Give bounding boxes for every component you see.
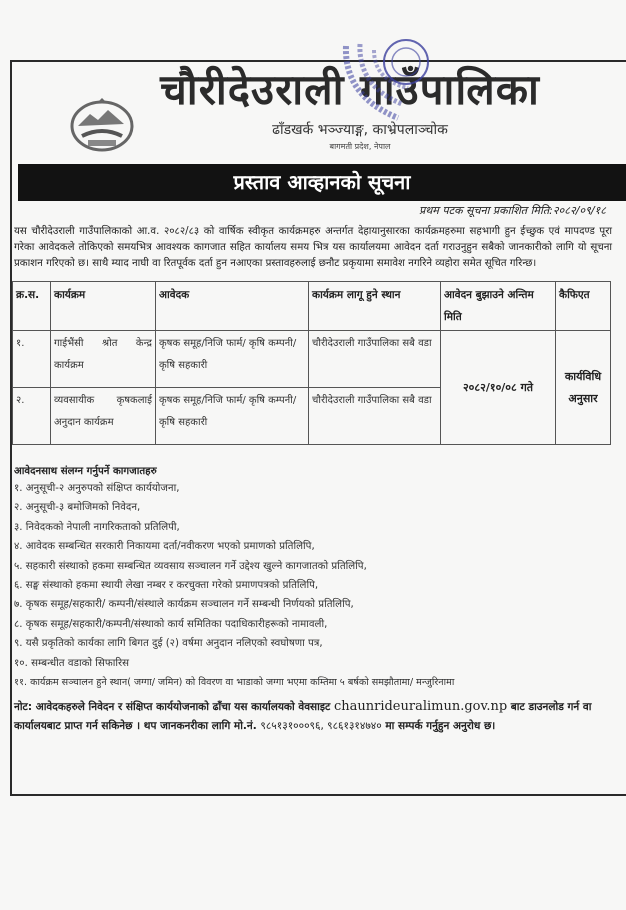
published-date: २०८२/०९/१८ <box>552 204 606 217</box>
org-name: चौरीदेउराली गाउँपालिका <box>160 65 540 114</box>
col-header-applicant: आवेदक <box>156 282 309 331</box>
table-row <box>13 331 611 388</box>
cell-applicant: कृषक समूह/निजि फार्म/ कृषि कम्पनी/ कृषि सहकारी <box>156 388 309 445</box>
published-line <box>300 203 606 218</box>
cell-sn: १. <box>13 331 51 388</box>
document-item: १०. सम्बन्धीत वडाको सिफारिस <box>14 657 130 669</box>
documents-heading: आवेदनसाथ संलग्न गर्नुपर्ने कागजातहरु <box>14 466 157 477</box>
intro-paragraph: यस चौरीदेउराली गाउँपालिकाको आ.व. २०८२/८३ को वार्षिक स्वीकृत कार्यक्रमहरु अन्तर्गत देहायानुसारका कार्यक्रमहरुमा सहभागी हुन ईच्छुक एवं मापदण्ड पूरा गरेका आवेदकले तोकिएको समयभित्र आवश्यक कागजात सहित कार्यालय समय भित्र यस कार्यालयमा आवेदन दर्ता गराउनुहुन सबैको जानकारीको लागि यो सूचना प्रकाशन गरिएको छ। साथै म्याद नाघी वा रितपूर्वक दर्ता हुन नआएका प्रस्तावहरुलाई छनौट प्रकृयामा समावेश नगरिने व्यहोरा समेत सूचित गरिन्छ। <box>14 226 612 269</box>
document-item: ४. आवेदक सम्बन्धित सरकारी निकायमा दर्ता/नवीकरण भएको प्रमाणको प्रतिलिपि, <box>14 541 315 553</box>
table-header-row <box>13 282 611 331</box>
note-middle: बाट डाउनलोड गर्न वा कार्यालयबाट प्राप्त गर्न सकिनेछ । थप जानकनरीका लागि मो.नं. <box>14 701 592 732</box>
note-paragraph <box>14 697 614 736</box>
note-suffix: मा सम्पर्क गर्नुहुन अनुरोध छ। <box>385 720 496 732</box>
col-header-location: कार्यक्रम लागू हुने स्थान <box>309 282 441 331</box>
org-province: बागमती प्रदेश, नेपाल <box>329 142 391 151</box>
cell-applicant: कृषक समूह/निजि फार्म/ कृषि कम्पनी/ कृषि सहकारी <box>156 331 309 388</box>
contact-phones: ९८५१३१०००९६, ९८६१३१४७४० <box>260 720 382 732</box>
cell-location: चौरीदेउराली गाउँपालिका सबै वडा <box>309 388 441 445</box>
document-item: ६. सङ्घ संस्थाको हकमा स्थायी लेखा नम्बर र करचुक्ता गरेको प्रमाणपत्रको प्रतिलिपि, <box>14 580 319 592</box>
cell-program: गाईभैंसी श्रोत केन्द्र कार्यक्रम <box>51 331 156 388</box>
notice-title: प्रस्ताव आव्हानको सूचना <box>18 164 626 201</box>
document-item: २. अनुसूची-३ बमोजिमको निवेदन, <box>14 502 141 514</box>
document-item: ७. कृषक समूह/सहकारी/ कम्पनी/संस्थाले कार्यक्रम सञ्चालन गर्ने सम्बन्धी निर्णयको प्रतिलिपि, <box>14 599 354 611</box>
document-item: ८. कृषक समूह/सहकारी/कम्पनी/संस्थाको कार्य समितिका पदाधिकारीहरूको नामावली, <box>14 618 328 630</box>
col-header-sn: क्र.स. <box>13 282 51 331</box>
col-header-program: कार्यक्रम <box>51 282 156 331</box>
col-header-deadline: आवेदन बुझाउने अन्तिम मिति <box>441 282 556 331</box>
note-prefix: नोट: आवेदकहरुले निवेदन र संक्षिप्त कार्ययोजनाको ढाँचा यस कार्यालयको वेवसाइट <box>14 701 331 713</box>
cell-program: व्यवसायीक कृषकलाई अनुदान कार्यक्रम <box>51 388 156 445</box>
cell-remarks: कार्यविधि अनुसार <box>556 331 611 445</box>
required-documents <box>14 463 614 692</box>
col-header-remarks: कैफिएत <box>556 282 611 331</box>
cell-sn: २. <box>13 388 51 445</box>
cell-deadline: २०८२/१०/०८ गते <box>441 331 556 445</box>
website-link[interactable]: chaunrideuralimun.gov.np <box>333 699 508 714</box>
document-item: ११. कार्यक्रम सञ्चालन हुने स्थान( जग्गा/ जमिन) को विवरण वा भाडाको जग्गा भएमा कम्तिमा ५ बर्षको समझौतामा/ मन्जुरिनामा <box>14 677 455 689</box>
document-item: ९. यसै प्रकृतिको कार्यका लागि बिगत दुई (२) वर्षमा अनुदान नलिएको स्वघोषणा पत्र, <box>14 638 323 650</box>
nepal-emblem-logo <box>68 96 136 152</box>
cell-location: चौरीदेउराली गाउँपालिका सबै वडा <box>309 331 441 388</box>
document-item: ५. सहकारी संस्थाको हकमा सम्बन्धित व्यवसाय सञ्चालन गर्ने उद्देश्य खुल्ने कागजातको प्रतिलिपि, <box>14 560 367 572</box>
office-seal-stamp <box>338 36 438 132</box>
published-label: प्रथम पटक सूचना प्रकाशित मिति: <box>418 204 553 217</box>
document-item: १. अनुसूची-२ अनुरुपको संक्षिप्त कार्ययोजना, <box>14 483 180 494</box>
org-address: ढाँडखर्क भञ्ज्याङ्ग, काभ्रेपलाञ्चोक <box>272 122 448 138</box>
program-table <box>12 281 611 445</box>
document-item: ३. निवेदकको नेपाली नागरिकताको प्रतिलिपी, <box>14 521 180 533</box>
